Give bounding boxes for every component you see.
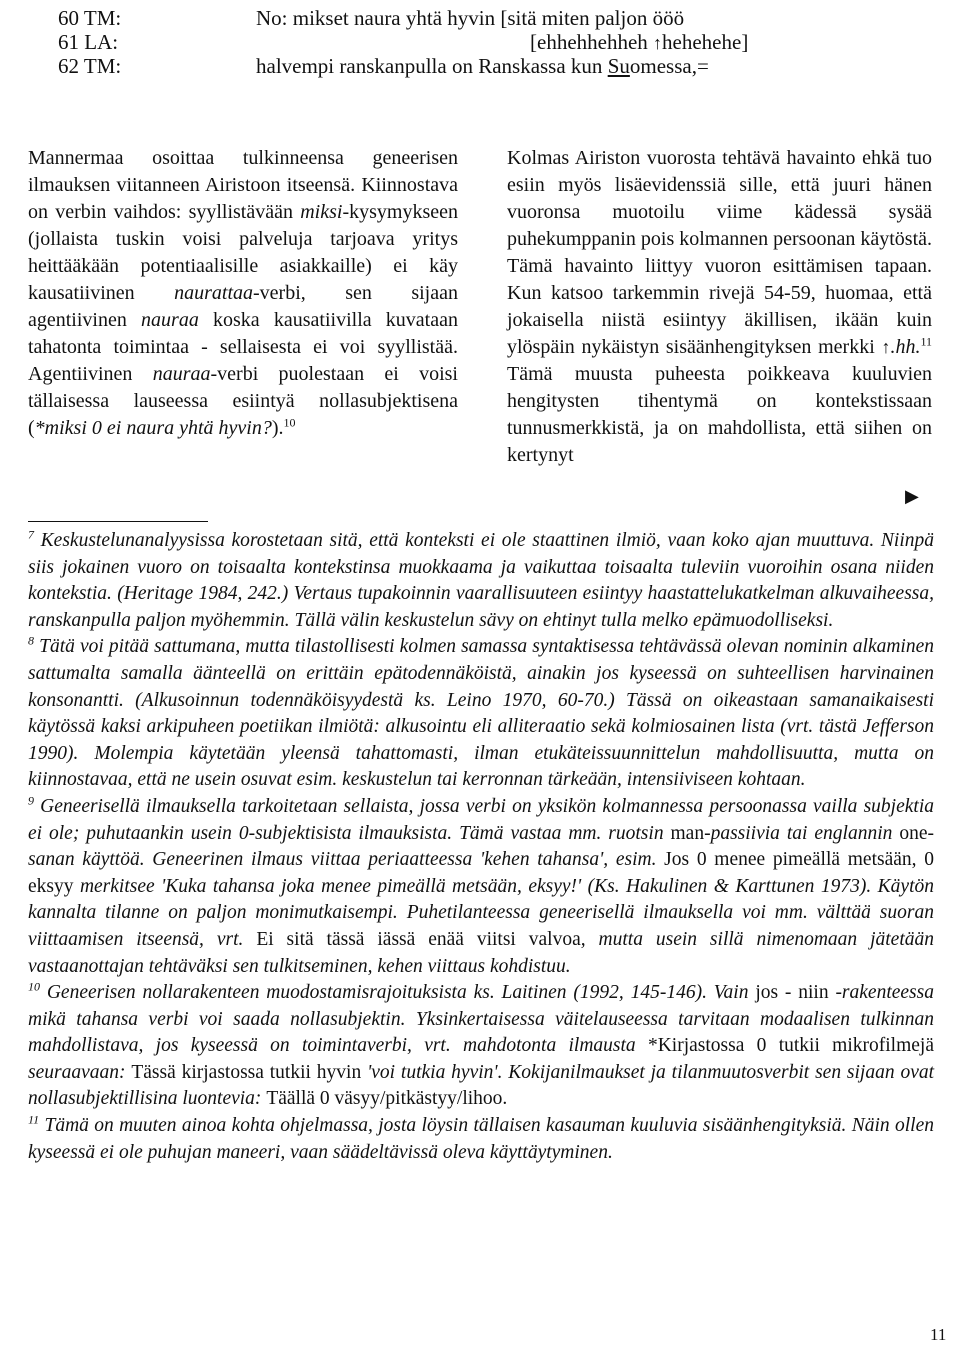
- utterance-part: halvempi ranskanpulla on Ranskassa kun: [256, 54, 608, 78]
- transcript-line-61: [58, 30, 938, 54]
- body-paragraph: Kolmas Airiston vuorosta tehtävä havainto ehkä tuo esiin myös lisäevidenssiä sille, että juuri hänen vuoronsa muotoilu viime kädessä sysää puhekumppanin pois kolmannen persoonan käytöstä. Tämä havainto liittyy vuoron esittämisen tapaan. Kun katsoo tarkemmin rivejä 54-59, huomaa, että jokaisella niistä esiintyy äkillisen, ikään kuin ylöspäin nykäistyn sisäänhengityksen merkki ↑.hh.$^{11}$ Tämä muusta puheesta poikkeava kuuluvien hengitysten tihentymä on kontekstissaan tunnusmerkkistä, ja on mahdollista, että siihen on kertynyt: [507, 147, 932, 466]
- left-column: [28, 145, 458, 442]
- footnote-divider: [28, 521, 208, 522]
- footnotes: [28, 528, 934, 1166]
- footnote-ref: 11: [920, 334, 932, 349]
- speaker-label: 61 LA:: [58, 30, 119, 54]
- body-paragraph: Mannermaa osoittaa tulkinneensa geneerisen ilmauksen viitanneen Airistoon itseensä. Kiinnostava on verbin vaihdos: syyllistävään miksi-kysymykseen (jollaista tuskin voisi palveluja tarjoava yritys heittääkään potentiaalisille asiakkaille) ei käy kausatiivinen naurattaa-verbi, sen sijaan agentiivinen nauraa koska kausatiivilla kuvataan tahatonta toimintaa - sellaisesta ei voi syyllistää. Agentiivinen nauraa-verbi puolestaan ei voisi tällaisessa lauseessa esiintyä nollasubjektisena (*miksi 0 ei naura yhtä hyvin?).$^{10}$: [28, 147, 458, 439]
- up-arrow-icon: ↑: [881, 337, 891, 357]
- utterance-part: hehehehe]: [662, 30, 749, 54]
- speaker-label: 62 TM:: [58, 54, 122, 78]
- footnote-ref: 10: [283, 415, 296, 430]
- page-number: 11: [930, 1325, 947, 1344]
- underlined-part: Su: [607, 54, 630, 78]
- footnote-number: 8: [28, 633, 34, 648]
- utterance-part: [ehhehhehheh: [530, 30, 654, 54]
- footnote-number: 10: [28, 979, 40, 994]
- utterance-part: omessa,=: [629, 54, 709, 78]
- footnote-8: $^8$ Tätä voi pitää sattumana, mutta tilastollisesti kolmen samassa syntaktisessa tehtävässä olevan nominin alkaminen sattumalta samalla äänteellä on erittäin epätodennäköistä, ainakin jos kyseessä on suhteellisen harvinainen konsonantti. (Alkusoinnun todennäköisyydestä ks. Leino 1970, 60-70.) Tässä on oikeastaan samanaikaisesti käytössä kaksi arkipuheen poetiikan ilmiötä: alkusointu eli alliteraatio sekä kolmiosainen lista (vrt. tästä Jefferson 1990). Molempia käytetään yleensä tahattomasti, ilman etukäteissuunnittelun mahdollisuutta, mutta on kiinnostavaa, että ne usein osuvat esim. keskustelun tai kerronnan tärkeään, intensiiviseen kohtaan.: [28, 633, 934, 791]
- up-arrow-icon: ↑: [653, 33, 663, 53]
- utterance-text: No: mikset naura yhtä hyvin [sitä miten paljon ööö: [256, 6, 685, 30]
- footnote-number: 7: [28, 527, 34, 542]
- speaker-label: 60 TM:: [58, 6, 122, 30]
- footnote-9: $^9$ Geneerisellä ilmauksella tarkoitetaan sellaista, jossa verbi on yksikön kolmannessa persoonassa vailla subjektia ei ole; puhutaankin usein 0-subjektisista ilmauksista. Tämä vastaa mm. ruotsin man-passiivia tai englannin one-sanan käyttöä. Geneerinen ilmaus viittaa periaatteessa 'kehen tahansa', esim. Jos 0 menee pimeällä metsään, 0 eksyy merkitsee 'Kuka tahansa joka menee pimeällä metsään, eksyy!' (Ks. Hakulinen & Karttunen 1973). Käytön kannalta tilanne on paljon monimutkaisempi. Puhetilanteessa geneerisellä ilmauksella voi mm. välttää suoran viittaamisen itseensä, vrt. Ei sitä tässä iässä enää viitsi valvoa, mutta usein sillä nimenomaan jätetään vastaanottajan tehtäväksi sen tulkitseminen, kehen viittaus kohdistuu.: [28, 793, 935, 977]
- right-column: [507, 145, 932, 469]
- utterance-text: [530, 30, 748, 55]
- footnote-11: $^{11}$ Tämä on muuten ainoa kohta ohjelmassa, josta löysin tällaisen kasauman kuuluvia sisäänhengityksiä. Näin ollen kyseessä ei ole puhujan maneeri, vaan säädeltävissä oleva käyttäytyminen.: [28, 1112, 935, 1163]
- footnote-7: $^7$ Keskustelunanalyysissa korostetaan sitä, että konteksti ei ole staattinen ilmiö, vaan koko ajan muuttuva. Niinpä siis jokainen vuoro on toisaalta kontekstinsa muokkaama ja vaikuttaa toisaalta tuleviin vuoroihin osana niiden kontekstia. (Heritage 1984, 242.) Vertaus tupakoinnin vaarallisuuteen esiintyy haastattelukatkelman alkuvaiheessa, ranskanpulla paljon myöhemmin. Tällä välin keskustelun sävy on ehtinyt tulla melko epämuodolliseksi.: [28, 527, 935, 631]
- transcript-line-62: [58, 54, 938, 78]
- footnote-10: $^{10}$ Geneerisen nollarakenteen muodostamisrajoituksista ks. Laitinen (1992, 145-146). Vain jos - niin -rakenteessa mikä tahansa verbi voi saada nollasubjektin. Yksinkertaisessa väitelauseessa tarvitaan modaalisen tulkinnan mahdollistava, jos kyseessä on toimintaverbi, vrt. mahdotonta ilmausta *Kirjastossa 0 tutkii mikrofilmejä seuraavaan: Tässä kirjastossa tutkii hyvin 'voi tutkia hyvin'. Kokijanilmaukset ja tilanmuutosverbit sen sijaan ovat nollasubjektillisina luontevia: Täällä 0 väsyy/pitkästyy/lihoo.: [28, 979, 935, 1110]
- continue-arrow-icon: ▶: [905, 486, 919, 506]
- footnote-number: 9: [28, 793, 34, 808]
- utterance-text: [256, 54, 709, 78]
- footnote-number: 11: [28, 1112, 40, 1127]
- transcript-line-60: [58, 6, 938, 30]
